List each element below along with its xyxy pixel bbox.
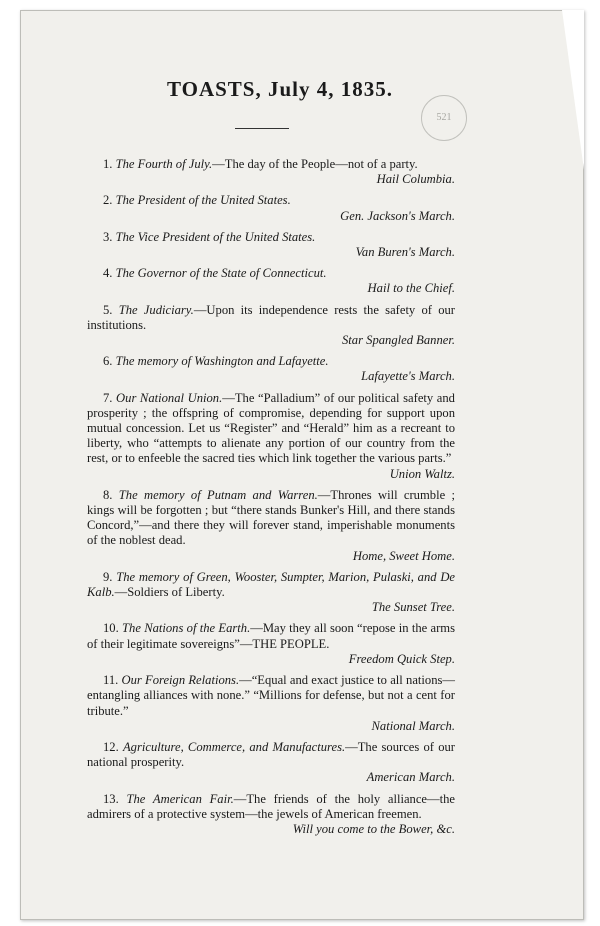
toast-item — [87, 193, 455, 223]
toast-number: 1. — [103, 157, 113, 171]
toast-item — [87, 740, 455, 786]
toast-number: 5. — [103, 302, 113, 317]
toast-item — [87, 354, 455, 384]
toast-subject: Our National Union. — [116, 390, 223, 405]
toast-body — [87, 570, 455, 600]
toast-subject: The Judiciary. — [118, 302, 194, 317]
toast-body — [87, 157, 455, 172]
toast-subject: The Governor of the State of Connecticut. — [115, 266, 327, 281]
toast-music: Star Spangled Banner. — [342, 333, 455, 348]
toast-text: —Thrones will crumble ; kings will be forgotten ; but “there stands Bunker's Hill, and there stands Concord,”—and there they will forever stand, imperishable monuments of the noblest dead. — [87, 487, 455, 548]
toast-body — [87, 354, 455, 369]
toast-item — [87, 391, 455, 482]
toast-number: 10. — [103, 621, 119, 636]
toast-number: 4. — [103, 266, 113, 281]
toast-item — [87, 266, 455, 296]
toast-number: 3. — [103, 229, 113, 244]
toast-subject: The American Fair. — [126, 791, 234, 806]
toast-music: Will you come to the Bower, &c. — [292, 821, 455, 836]
toast-text: —The day of the People—not of a party. — [212, 157, 418, 171]
toast-subject: The memory of Green, Wooster, Sumpter, Marion, Pulaski, and De Kalb. — [87, 569, 456, 600]
toast-music: The Sunset Tree. — [371, 600, 455, 615]
toast-music: Lafayette's March. — [361, 369, 455, 384]
toast-subject: The memory of Putnam and Warren. — [118, 487, 318, 502]
toast-item — [87, 157, 455, 187]
toast-music: Home, Sweet Home. — [352, 548, 455, 563]
toast-text: —The friends of the holy alliance—the admirers of a protective system—the jewels of American freemen. — [87, 791, 455, 821]
toast-subject: The Nations of the Earth. — [122, 621, 251, 636]
toast-subject: The memory of Washington and Lafayette. — [115, 354, 329, 369]
toast-item — [87, 230, 455, 260]
toast-number: 9. — [103, 569, 113, 584]
toast-music: Hail Columbia. — [376, 172, 455, 187]
toast-body — [87, 488, 455, 549]
toast-item — [87, 570, 455, 616]
toast-text: —“Equal and exact justice to all nations—entangling alliances with none.” “Millions for defense, but not a cent for tribute.” — [87, 673, 455, 718]
toast-music: American March. — [366, 770, 455, 785]
toast-subject: The Vice President of the United States. — [115, 229, 316, 244]
toast-text: —The sources of our national prosperity. — [87, 739, 455, 770]
toast-body — [87, 621, 455, 651]
toast-music: Union Waltz. — [389, 466, 455, 481]
toast-body — [87, 230, 455, 245]
toast-number: 13. — [103, 791, 119, 806]
toast-subject: The President of the United States. — [115, 193, 291, 208]
toast-number: 2. — [103, 193, 113, 208]
toast-body — [87, 303, 455, 333]
toast-music: Van Buren's March. — [355, 245, 455, 260]
stamp-number: 521 — [436, 112, 452, 123]
toast-text: —Soldiers of Liberty. — [114, 585, 225, 600]
toast-subject: Our Foreign Relations. — [121, 673, 240, 688]
toast-music: Freedom Quick Step. — [348, 651, 455, 666]
toast-music: Gen. Jackson's March. — [340, 208, 455, 223]
toast-text: —Upon its independence rests the safety of our institutions. — [87, 302, 455, 332]
toast-subject: The Fourth of July. — [115, 157, 213, 171]
toast-item — [87, 488, 455, 564]
toast-body — [87, 266, 455, 281]
toast-number: 11. — [103, 673, 119, 688]
toast-music: National March. — [371, 718, 455, 733]
document-page — [20, 10, 584, 920]
toast-number: 12. — [103, 739, 119, 754]
toast-text: —May they all soon “repose in the arms of their legitimate sovereigns”—THE PEOPLE. — [87, 621, 455, 651]
toast-text: —The “Palladium” of our political safety and prosperity ; the offspring of compromise, depending for support upon mutual concession. Let us “Register” and “Herald” him as a recreant to liberty, who “attempts to alienate any portion of our country from the rest, or to enfeeble the sacred ties which link together the various parts.” — [87, 390, 455, 466]
toast-body — [87, 740, 455, 770]
toast-item — [87, 621, 455, 667]
toast-item — [87, 303, 455, 349]
toast-body — [87, 193, 455, 208]
torn-corner — [562, 10, 584, 170]
toast-body — [87, 792, 455, 822]
toast-body — [87, 673, 455, 719]
title-divider — [235, 128, 289, 129]
page-title: TOASTS, July 4, 1835. — [166, 77, 393, 101]
toast-item — [87, 673, 455, 734]
toast-body — [87, 391, 455, 467]
toast-number: 8. — [103, 487, 113, 502]
toast-list — [87, 157, 455, 843]
toast-item — [87, 792, 455, 838]
toast-subject: Agriculture, Commerce, and Manufactures. — [122, 739, 346, 754]
toast-number: 7. — [103, 390, 113, 405]
toast-music: Hail to the Chief. — [367, 281, 455, 296]
toast-number: 6. — [103, 354, 113, 369]
